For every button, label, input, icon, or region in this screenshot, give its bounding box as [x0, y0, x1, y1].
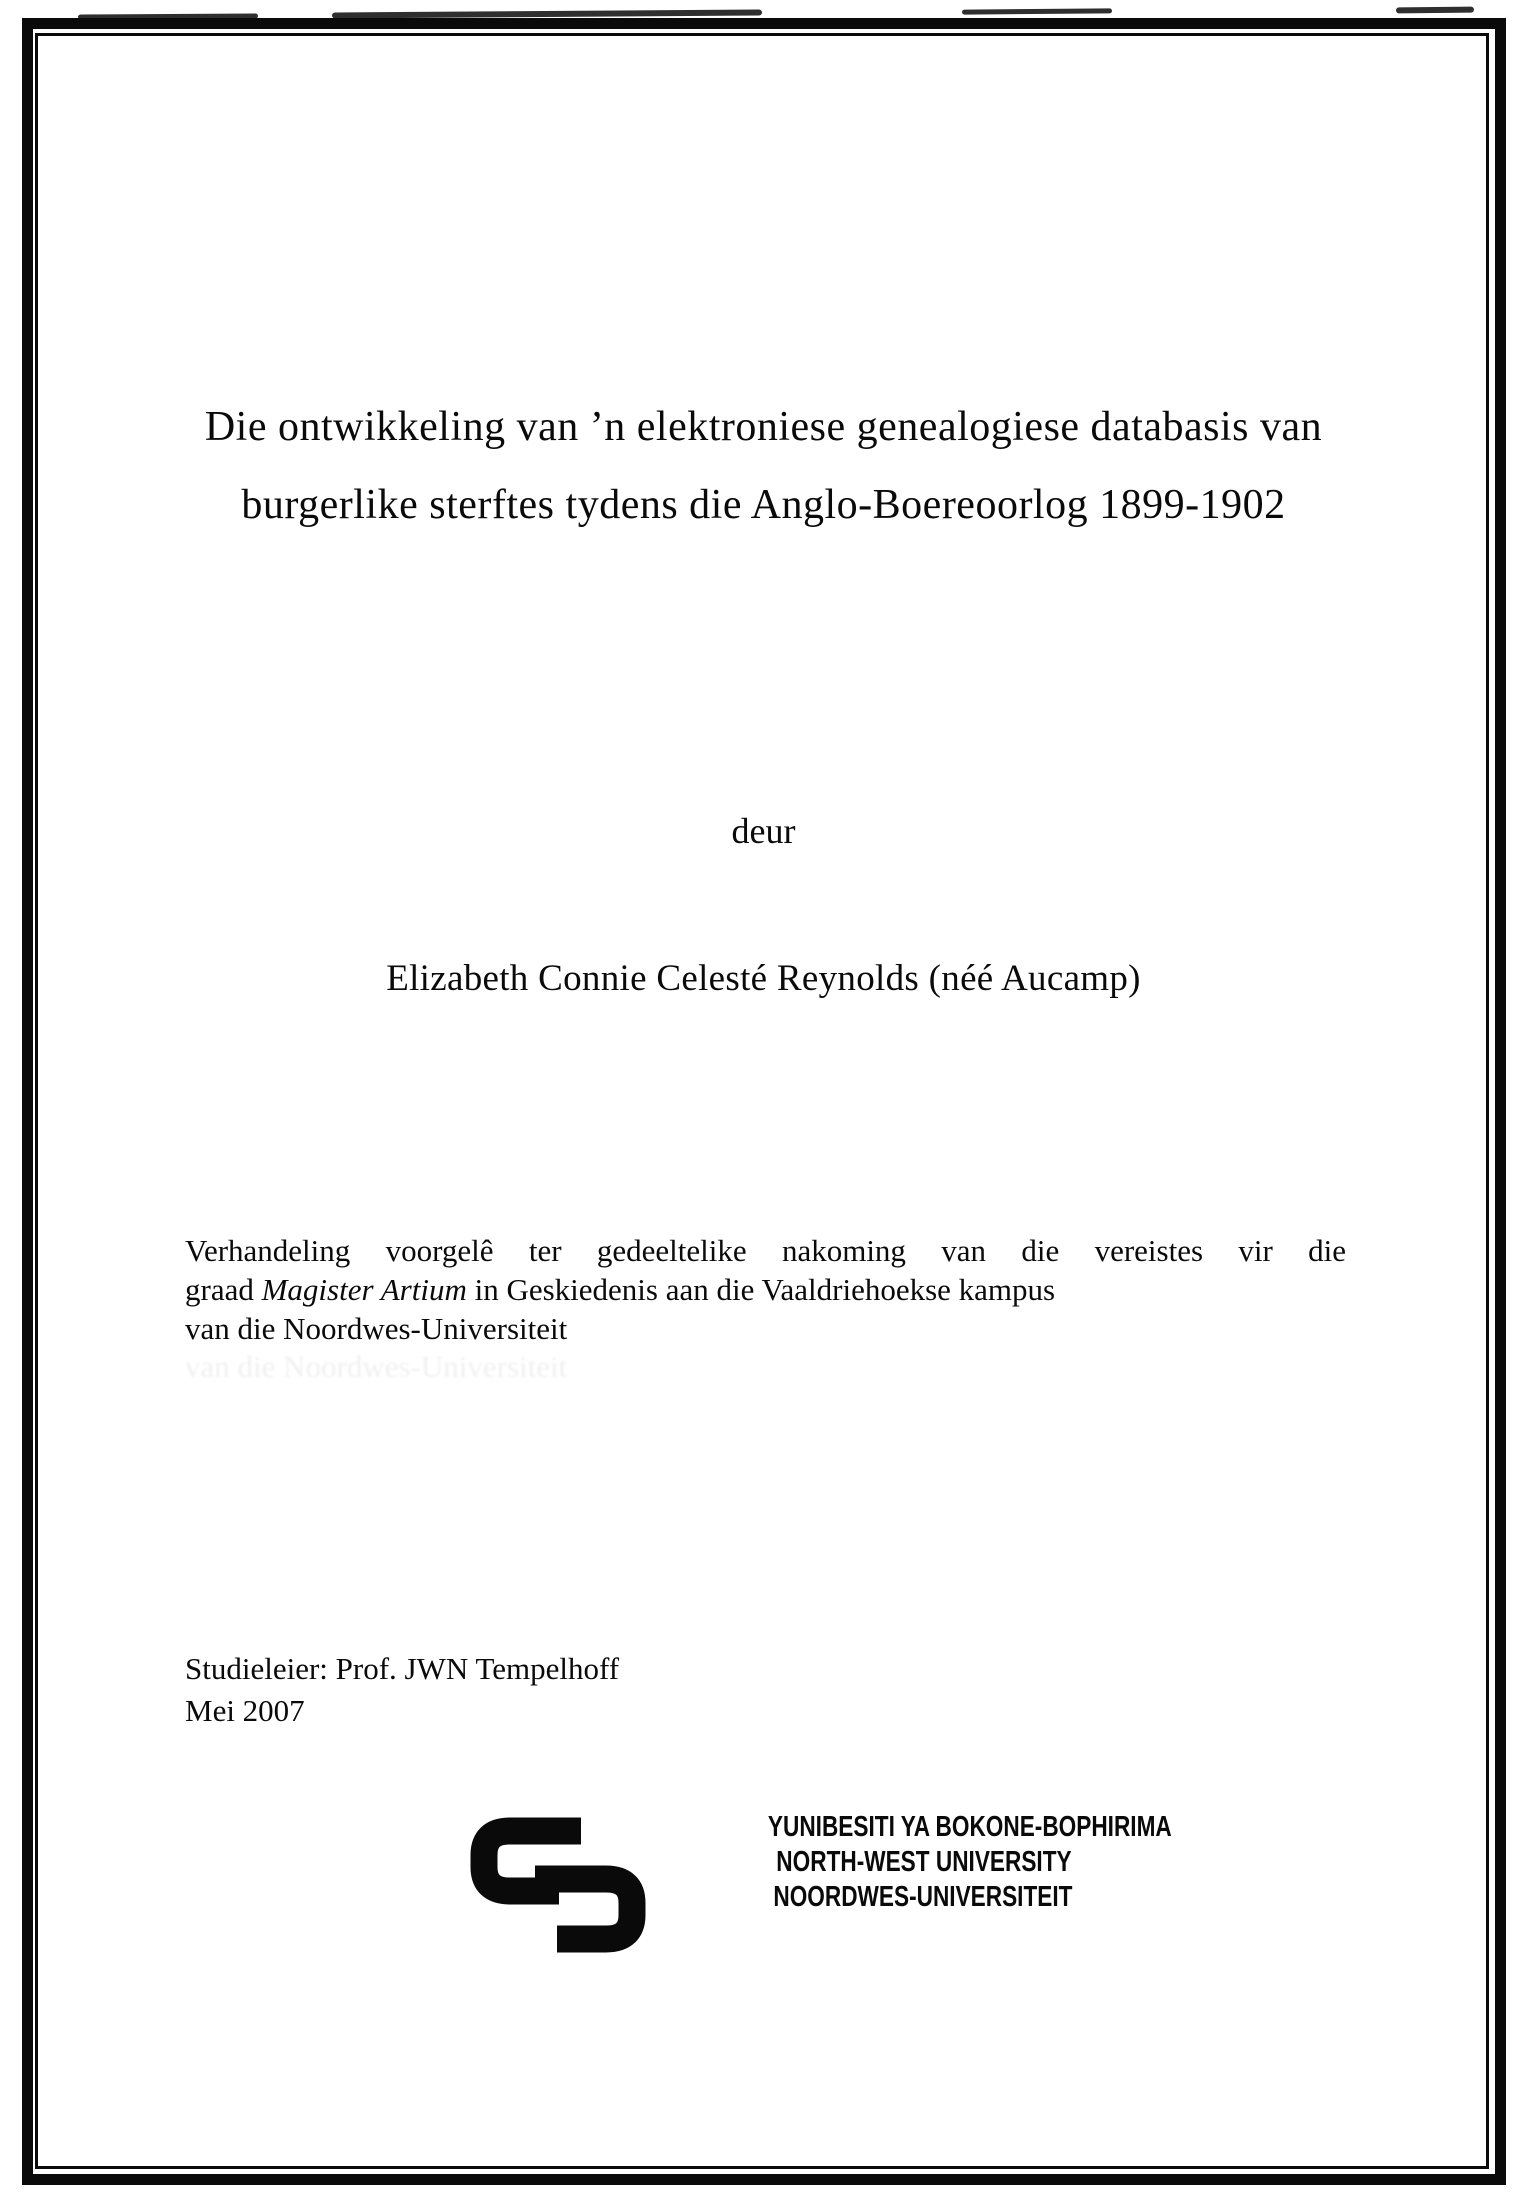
thesis-title-line2: burgerlike sterftes tydens die Anglo-Boereoorlog 1899-1902	[241, 482, 1286, 528]
university-logo	[462, 1808, 1172, 1968]
logo-text-setswana: YUNIBESITI YA BOKONE-BOPHIRIMA	[767, 1811, 1172, 1843]
submission-line1: Verhandeling voorgelê ter gedeeltelike nakoming van die vereistes vir die	[185, 1233, 1346, 1268]
byline-label: deur	[731, 811, 796, 851]
supervisor-line: Studieleier: Prof. JWN Tempelhoff	[185, 1651, 620, 1686]
university-logo-text	[654, 1810, 1172, 1915]
logo-text-afrikaans: NOORDWES-UNIVERSITEIT	[772, 1881, 1072, 1913]
submission-line2	[185, 1270, 1346, 1309]
submission-statement	[185, 1231, 1346, 1348]
submission-line2-prefix: graad	[185, 1272, 262, 1307]
scan-artifact	[962, 8, 1112, 14]
logo-text-english: NORTH-WEST UNIVERSITY	[776, 1846, 1072, 1878]
scan-artifact	[1396, 7, 1474, 14]
date-line: Mei 2007	[185, 1693, 305, 1728]
thesis-title	[95, 388, 1432, 544]
nwu-chain-links-icon	[462, 1810, 654, 1960]
submission-line3: van die Noordwes-Universiteit	[185, 1311, 568, 1346]
author-name: Elizabeth Connie Celesté Reynolds (néé Aucamp)	[386, 958, 1141, 999]
degree-name: Magister Artium	[261, 1272, 467, 1307]
scan-ghost-text: van die Noordwes-Universiteit	[185, 1349, 568, 1384]
thesis-title-line1: Die ontwikkeling van ’n elektroniese genealogiese databasis van	[204, 404, 1323, 450]
submission-line2-suffix: in Geskiedenis aan die Vaaldriehoekse kampus	[466, 1272, 1056, 1307]
supervisor-block	[185, 1648, 619, 1732]
